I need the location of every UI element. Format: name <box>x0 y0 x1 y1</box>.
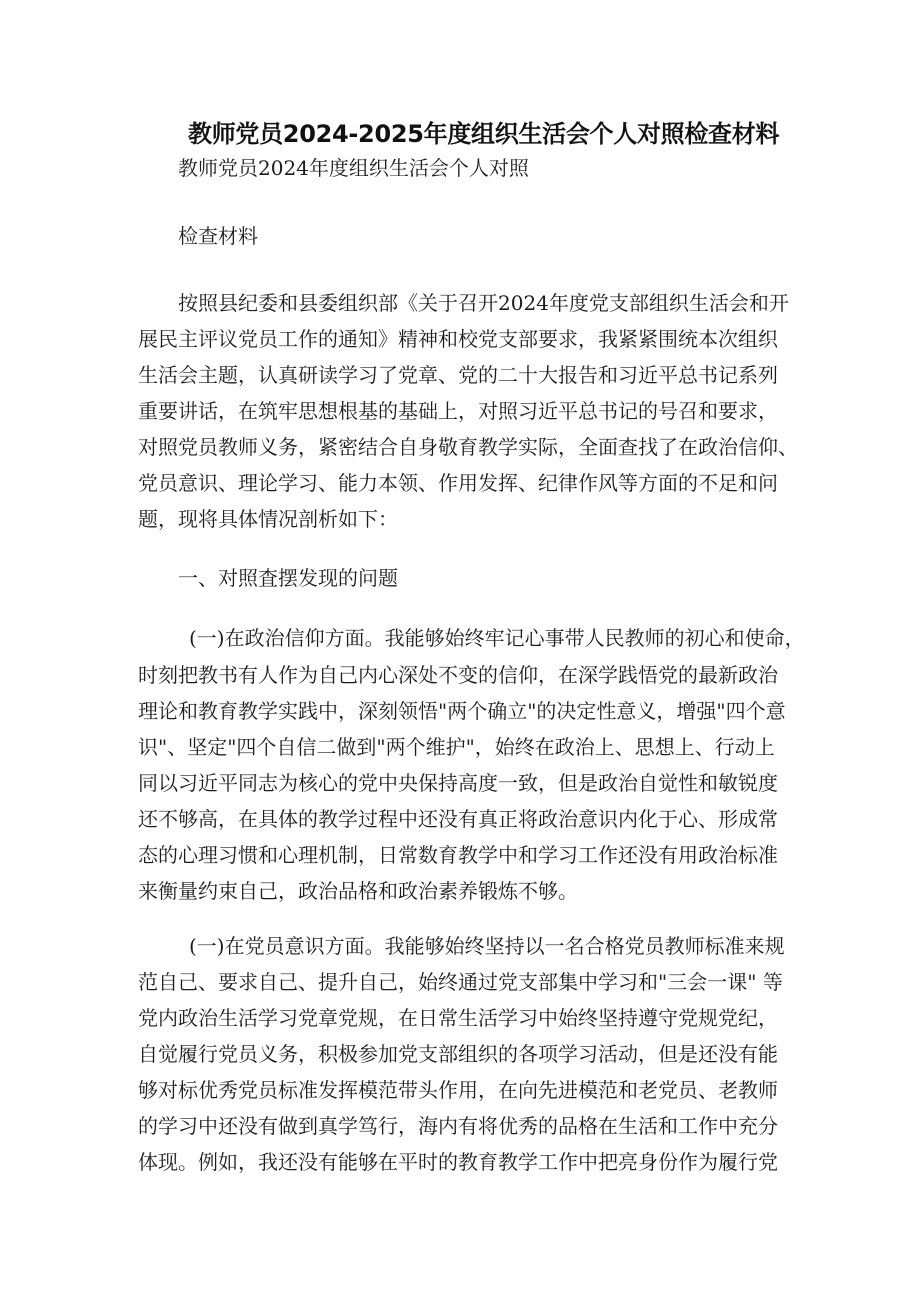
intro-line: 党员意识、理论学习、能力本领、作用发挥、纪律作风等方面的不足和问 <box>138 471 778 495</box>
intro-line: 按照县纪委和县委组织部《关于召开2024年度党支部组织生活会和开 <box>178 291 789 315</box>
para1-line: 态的心理习惯和心理机制，日常数育教学中和学习工作还没有用政治标准 <box>138 843 778 867</box>
para2-line: 自觉履行党员义务，积极参加党支部组织的各项学习活动，但是还没有能 <box>138 1042 778 1066</box>
para2-line: 体现。例如，我还没有能够在平时的教育教学工作中把亮身份作为履行党 <box>138 1150 778 1174</box>
subtitle-line: 教师党员2024年度组织生活会个人对照 <box>178 156 529 180</box>
para1-line: (一)在政治信仰方面。我能够始终牢记心事带人民教师的初心和使命， <box>189 626 805 650</box>
document-title: 教师党员2024-2025年度组织生活会个人对照检查材料 <box>188 120 780 148</box>
intro-line: 对照党员教师义务，紧密结合自身敬育教学实际，全面查找了在政治信仰、 <box>138 435 798 459</box>
para1-line: 理论和教育教学实践中，深刻领悟"两个确立"的决定性意义，增强"四个意 <box>138 699 786 723</box>
intro-line: 重要讲话，在筑牢思想根基的基础上，对照习近平总书记的号召和要求， <box>138 399 778 423</box>
intro-line: 展民主评议党员工作的通知》精神和校党支部要求，我紧紧围统本次组织 <box>138 327 778 351</box>
para2-line: 党内政治生活学习党章党规，在日常生活学习中始终坚持遵守党规党纪， <box>138 1006 778 1030</box>
para1-line: 还不够高，在具体的教学过程中还没有真正将政治意识内化于心、形成常 <box>138 807 778 831</box>
para1-line: 识"、坚定"四个自信二做到"两个维护"，始终在政治上、思想上、行动上 <box>138 735 775 759</box>
para1-line: 来衡量约束自己，政治品格和政治素养锻炼不够。 <box>138 879 578 903</box>
para2-line: 范自己、要求自己、提升自己，始终通过党支部集中学习和"三会一课" 等 <box>138 970 783 994</box>
para2-line: (一)在党员意识方面。我能够始终坚持以一名合格党员教师标准来规 <box>189 934 785 958</box>
para2-line: 够对标优秀党员标准发挥模范带头作用，在向先进模范和老党员、老教师 <box>138 1078 778 1102</box>
section-heading: 一、对照査摆发现的问题 <box>178 566 398 590</box>
para2-line: 的学习中还没有做到真学笃行，海内有将优秀的品格在生活和工作中充分 <box>138 1114 778 1138</box>
para1-line: 同以习近平同志为核心的党中央保持高度一致，但是政治自觉性和敏锐度 <box>138 771 778 795</box>
para1-line: 时刻把教书有人作为自己内心深处不变的信仰，在深学践悟党的最新政治 <box>138 663 778 687</box>
subtitle-line: 检查材料 <box>178 224 258 248</box>
intro-line: 生活会主题，认真研读学习了党章、党的二十大报告和习近平总书记系列 <box>138 363 778 387</box>
intro-line: 题，现将具体情况剖析如下： <box>138 507 398 531</box>
